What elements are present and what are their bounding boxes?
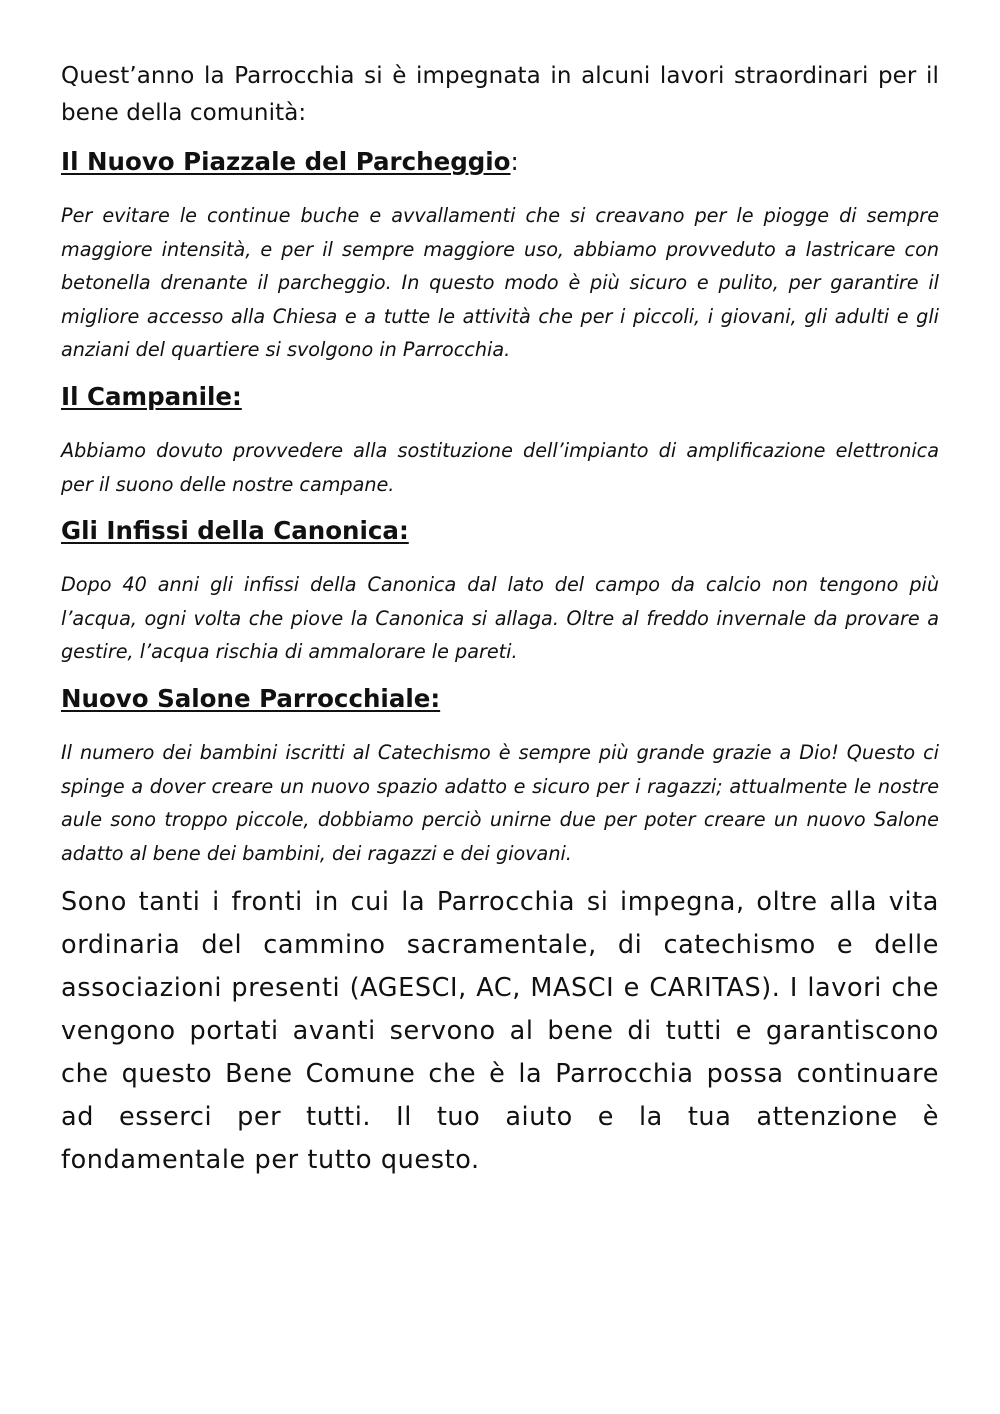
heading-parcheggio-text: Il Nuovo Piazzale del Parcheggio — [61, 147, 511, 176]
heading-parcheggio-colon: : — [510, 147, 519, 176]
heading-infissi-text: Gli Infissi della Canonica: — [61, 516, 409, 546]
heading-salone — [61, 682, 939, 716]
document-page — [61, 58, 939, 1182]
heading-infissi — [61, 514, 939, 548]
heading-salone-text: Nuovo Salone Parrocchiale: — [61, 683, 441, 713]
body-parcheggio: Per evitare le continue buche e avvallamenti che si creavano per le piogge di sempre maggiore intensità, e per il sempre maggiore uso, abbiamo provveduto a lastricare con betonella drenante il parcheggio. In questo modo è più sicuro e pulito, per garantire il migliore accesso alla Chiesa e a tutte le attività che per i piccoli, i giovani, gli adulti e gli anziani del quartiere si svolgono in Parrocchia. — [61, 204, 939, 362]
intro-paragraph: Quest’anno la Parrocchia si è impegnata in alcuni lavori straordinari per il bene della comunità: — [61, 63, 939, 126]
body-infissi: Dopo 40 anni gli infissi della Canonica dal lato del campo da calcio non tengono più l’acqua, ogni volta che piove la Canonica si allaga. Oltre al freddo invernale da provare a gestire, l’acqua rischia di ammalorare le pareti. — [61, 573, 939, 664]
closing-paragraph: Sono tanti i fronti in cui la Parrocchia si impegna, oltre alla vita ordinaria del cammino sacramentale, di catechismo e delle associazioni presenti (AGESCI, AC, MASCI e CARITAS). I lavori che vengono portati avanti servono al bene di tutti e garantiscono che questo Bene Comune che è la Parrocchia possa continuare ad esserci per tutti. Il tuo aiuto e la tua attenzione è fondamentale per tutto questo. — [61, 887, 939, 1176]
heading-campanile — [61, 380, 939, 414]
heading-campanile-text: Il Campanile: — [61, 381, 242, 411]
body-salone: Il numero dei bambini iscritti al Catechismo è sempre più grande grazie a Dio! Questo ci spinge a dover creare un nuovo spazio adatto e sicuro per i ragazzi; attualmente le nostre aule sono troppo piccole, dobbiamo perciò unirne due per poter creare un nuovo Salone adatto al bene dei bambini, dei ragazzi e dei giovani. — [61, 741, 939, 865]
body-campanile: Abbiamo dovuto provvedere alla sostituzione dell’impianto di amplificazione elettronica per il suono delle nostre campane. — [61, 439, 939, 496]
heading-parcheggio — [61, 145, 939, 179]
